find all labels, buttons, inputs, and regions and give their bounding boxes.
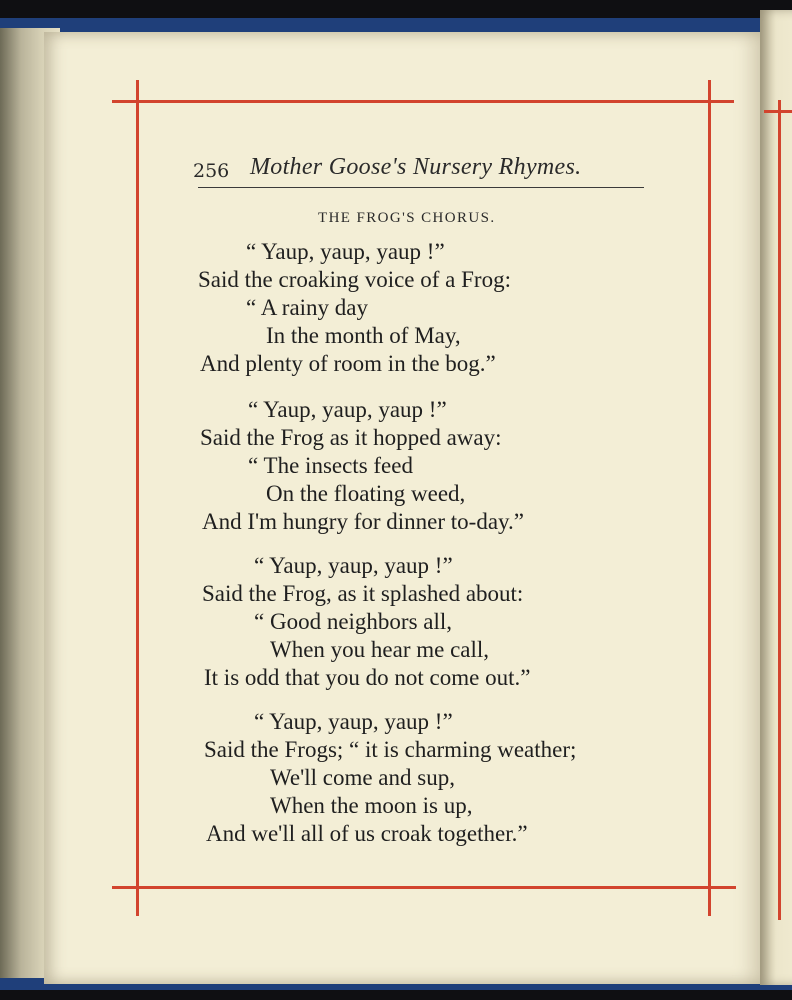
border-top [112,100,734,103]
border-left [136,80,139,916]
poem-line: “ The insects feed [248,453,413,478]
poem-line: Said the Frog, as it splashed about: [202,581,524,606]
facing-page-edge [760,10,792,985]
page-number: 256 [193,160,230,182]
poem-line: When you hear me call, [270,637,490,662]
page-header [190,152,650,186]
poem-line: “ Yaup, yaup, yaup !” [254,553,453,578]
poem-line: “ Yaup, yaup, yaup !” [246,239,445,264]
poem-line: “ Good neighbors all, [254,609,453,634]
poem-line: When the moon is up, [270,793,473,818]
poem-line: “ Yaup, yaup, yaup !” [254,709,453,734]
poem-line: “ Yaup, yaup, yaup !” [248,397,447,422]
poem-line: Said the croaking voice of a Frog: [198,267,511,292]
poem-line: In the month of May, [266,323,461,348]
running-title: Mother Goose's Nursery Rhymes. [250,154,582,180]
border-right [708,80,711,916]
poem-line: And we'll all of us croak together.” [206,821,528,846]
poem-line: And I'm hungry for dinner to-day.” [202,509,525,534]
border-bottom [112,886,736,889]
poem-line: Said the Frogs; “ it is charming weather; [204,737,577,762]
poem-title: THE FROG'S CHORUS. [318,210,496,226]
header-rule [198,187,644,188]
poem-line: Said the Frog as it hopped away: [200,425,502,450]
poem-line: And plenty of room in the bog.” [200,351,496,376]
poem-line: It is odd that you do not come out.” [204,665,531,690]
poem-line: “ A rainy day [246,295,368,320]
poem-line: We'll come and sup, [270,765,455,790]
facing-page-border-vertical [778,100,781,920]
poem-line: On the floating weed, [266,481,466,506]
